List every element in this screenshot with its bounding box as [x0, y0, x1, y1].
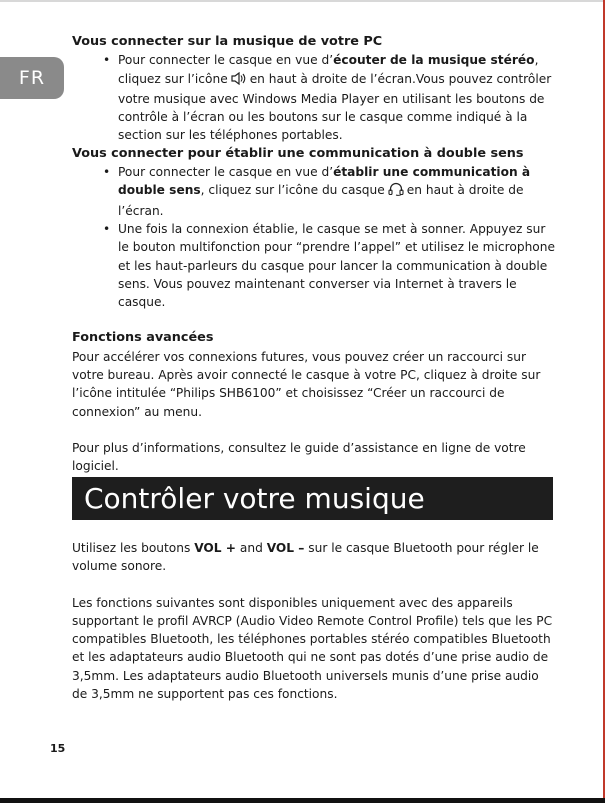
call-list — [72, 163, 557, 311]
section-title-advanced: Fonctions avancées — [72, 330, 214, 346]
page-number: 15 — [50, 742, 66, 755]
text: Pour connecter le casque en vue d’ — [118, 53, 334, 68]
banner-title: Contrôler votre musique — [84, 482, 425, 515]
volume-paragraph — [72, 539, 557, 576]
bold-text: établir une communication à double sens — [118, 165, 531, 198]
spacer — [72, 311, 557, 329]
vol-minus-label: VOL – — [266, 541, 305, 555]
music-list — [72, 51, 557, 144]
spacer — [72, 576, 557, 594]
main-content — [72, 33, 557, 476]
bold-text: écouter de la musique stéréo — [333, 53, 535, 68]
text: sur le casque Bluetooth pour régler le volume sonore. — [72, 541, 539, 574]
text: Pour connecter le casque en vue d’ — [118, 165, 334, 180]
advanced-body: Pour accélérer vos connexions futures, vous pouvez créer un raccourci sur votre bureau. Après avoir connecté le casque à votre PC, cliquez à droite sur l’icône intitulée “Philips SHB6100” et choisissez “Créer un raccourci de connexion” au menu. — [72, 349, 541, 419]
text: , cliquez sur l’icône du casque — [200, 183, 385, 198]
text: Utilisez les boutons — [72, 541, 191, 555]
text: en haut à droite de l’écran. — [118, 183, 524, 218]
music-control-content — [72, 539, 557, 703]
text: en haut à droite de l’écran.Vous pouvez contrôler votre musique avec Windows Media Player en utilisant les boutons de contrôle à l’écran ou les boutons sur le casque comme indiqué à la section sur les téléphones portables. — [118, 71, 552, 143]
avrcp-paragraph: Les fonctions suivantes sont disponibles uniquement avec des appareils supportant le profil AVRCP (Audio Video Remote Control Profile) tels que les PC compatibles Bluetooth, les téléphones portables stéréo compatibles Bluetooth et les adaptateurs audio Bluetooth qui ne sont pas dotés d’une prise audio de 3,5mm. Les adaptateurs audio Bluetooth universels munis d’une prise audio de 3,5mm ne supportent pas ces fonctions. — [72, 595, 553, 702]
language-tab-label: FR — [18, 67, 46, 89]
text: , cliquez sur l’icône — [118, 53, 539, 86]
language-tab — [0, 57, 64, 99]
page-top-border — [0, 0, 605, 2]
spacer — [72, 421, 557, 439]
page-bottom-border — [0, 798, 605, 803]
section-banner — [72, 477, 553, 520]
music-bullet — [118, 51, 557, 144]
vol-plus-label: VOL + — [194, 541, 236, 555]
call-bullet-1 — [118, 163, 557, 220]
more-info: Pour plus d’informations, consultez le guide d’assistance en ligne de votre logiciel. — [72, 440, 526, 474]
section-title-call: Vous connecter pour établir une communication à double sens — [72, 145, 524, 161]
headset-icon — [388, 182, 404, 201]
text: and — [239, 541, 263, 555]
section-title-music: Vous connecter sur la musique de votre PC — [72, 34, 383, 49]
speaker-icon — [231, 72, 247, 90]
call-bullet-2: • Une fois la connexion établie, le casque se met à sonner. Appuyez sur le bouton multifonction pour “prendre l’appel” et utilisez le microphone et les haut-parleurs du casque pour lancer la communication à double sens. Vous pouvez maintenant converser via Internet à travers le casque. — [118, 220, 557, 311]
